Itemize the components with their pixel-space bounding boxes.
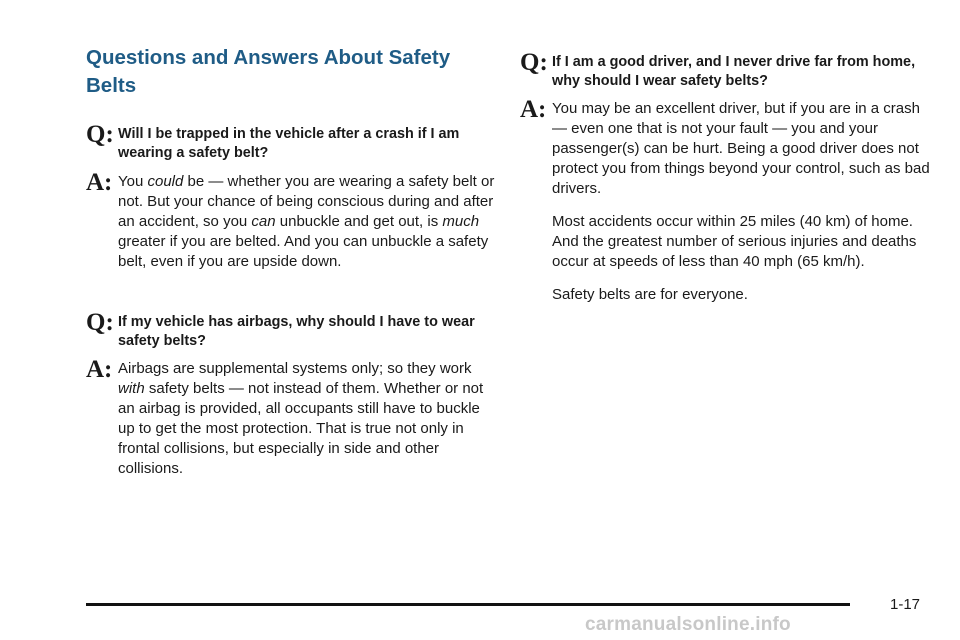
answer-item-2 [86, 357, 496, 479]
question-text: If I am a good driver, and I never drive far from home, why should I wear safety belts? [552, 54, 916, 89]
answer-item-3 [520, 97, 930, 318]
question-marker: Q: [86, 309, 114, 336]
answer-marker: A: [86, 169, 113, 196]
answer-item-1 [86, 170, 496, 272]
question-text: If my vehicle has airbags, why should I have to wear safety belts? [118, 314, 475, 349]
qa-item-1 [86, 122, 496, 163]
answer-marker: A: [86, 356, 113, 383]
question-text: Will I be trapped in the vehicle after a crash if I am wearing a safety belt? [118, 126, 460, 161]
qa-item-3 [520, 50, 930, 91]
section-title: Questions and Answers About Safety Belts [86, 46, 451, 97]
qa-item-2 [86, 310, 496, 351]
question-marker: Q: [86, 121, 114, 148]
answer-paragraph: You may be an excellent driver, but if you are in a crash — even one that is not your fault — you and your passenger(s) can be hurt. Being a good driver does not protect you from things beyond your control, such as bad drivers. [552, 100, 930, 197]
answer-paragraph: Most accidents occur within 25 miles (40 km) of home. And the greatest number of serious injuries and deaths occur at speeds of less than 40 mph (65 km/h). [552, 213, 917, 270]
footer-rule [86, 603, 850, 606]
page-number: 1-17 [890, 596, 921, 613]
question-marker: Q: [520, 49, 548, 76]
answer-marker: A: [520, 96, 547, 123]
answer-text: Airbags are supplemental systems only; so they work with safety belts — not instead of them. Whether or not an airbag is provided, all occupants still have to buckle up to get the most protection. That is true not only in frontal collisions, but especially in side and other collisions. [118, 360, 484, 477]
answer-paragraph: Safety belts are for everyone. [552, 286, 748, 303]
answer-text [552, 97, 930, 305]
watermark: carmanualsonline.info [585, 614, 791, 635]
answer-text: You could be — whether you are wearing a safety belt or not. But your chance of being conscious during and after an accident, so you can unbuckle and get out, is much greater if you are belted. And you can unbuckle a safety belt, even if you are upside down. [118, 173, 495, 270]
